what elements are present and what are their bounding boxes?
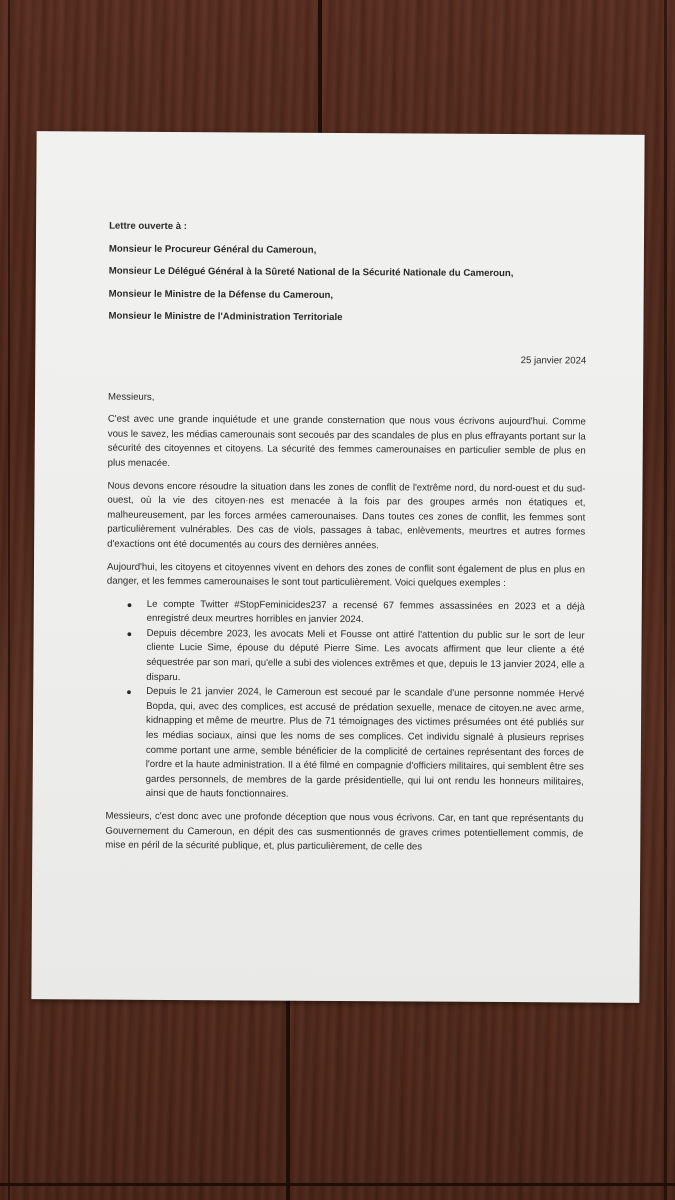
recipient-administration: Monsieur le Ministre de l'Administration Territoriale: [108, 310, 343, 324]
table-plank-edge-right: [664, 0, 667, 1200]
recipient-defense: Monsieur le Ministre de la Défense du Cameroun,: [108, 288, 334, 301]
bullet-icon: ●: [126, 686, 132, 697]
list-item: [126, 685, 585, 804]
table-plank-edge-left: [8, 0, 10, 1200]
paragraph-closing: Messieurs, c'est donc avec une profonde déception que nous vous écrivons. Car, en tant que représentants du Gouvernement du Cameroun, en dépit des cas susmentionnés de graves crimes potentiellement commis, de mise en péril de la sécurité publique, et, plus particulièrement, de celle des: [105, 810, 584, 853]
paragraph-conflict-zones: Nous devons encore résoudre la situation dans les zones de conflit de l'extrême nord, du nord-ouest et du sud-ouest, où la vie des citoyen·nes est menacée à la fois par des groupes armés non étatiques et, malheureusement, par les forces armées camerounaises. Dans toutes ces zones de conflit, les femmes sont particulièrement vulnérables. Des cas de viols, passages à tabac, enlèvements, meurtres et autres formes d'exactions ont été documentés au cours des dernières années.: [107, 480, 586, 552]
letter-content: [105, 220, 587, 865]
recipient-delegue: Monsieur Le Délégué Général à la Sûreté National de la Sécurité Nationale du Cameroun,: [108, 265, 514, 280]
paragraph-intro: C'est avec une grande inquiétude et une grande consternation que nous vous écrivons aujourd'hui. Comme vous le savez, les médias camerounais sont secoués par des scandales de plus en plus effrayants portant sur la sécurité des citoyennes et citoyens. La sécurité des femmes camerounaises en particulier semble de plus en plus menacée.: [107, 413, 586, 469]
salutation: Messieurs,: [108, 391, 155, 403]
examples-list: [106, 597, 585, 804]
table-plank-seam-top: [318, 0, 322, 140]
letter-heading: Lettre ouverte à :: [109, 220, 187, 233]
example-text: Depuis décembre 2023, les avocats Meli et Fousse ont attiré l'attention du public sur le sort de leur cliente Lucie Sime, épouse du député Pierre Sime. Les avocats affirment que leur cliente a été séquestrée par son mari, qu'elle a subi des violences extrêmes et que, depuis le 13 janvier 2024, elle a disparu.: [146, 627, 585, 683]
list-item: [126, 627, 585, 688]
table-plank-seam-horizontal: [0, 1183, 675, 1186]
recipient-procureur: Monsieur le Procureur Général du Cameroun,: [108, 243, 317, 256]
table-plank-seam-bottom: [286, 995, 290, 1200]
bullet-icon: ●: [126, 599, 133, 610]
example-text: Depuis le 21 janvier 2024, le Cameroun est secoué par le scandale d'une personne nommée Hervé Bopda, qui, avec des complices, est accusé de prédation sexuelle, menace de citoyen.ne avec arme, kidnapping et même de meurtre. Plus de 71 témoignages des victimes présumées ont été publiés sur les médias sociaux, ainsi que les noms de ses complices. Cet individu signalé à plusieurs reprises comme portant une arme, semble bénéficier de la complicité de certaines représentant des forces de l'ordre et la haute administration. Il a été filmé en compagnie d'officiers militaires, qui semblent être ses gardes personnels, de membres de la garde présidentielle, qui lui ont rendu les honneurs militaires, ainsi que de hauts fonctionnaires.: [145, 686, 585, 801]
paragraph-examples-intro: Aujourd'hui, les citoyens et citoyennes vivent en dehors des zones de conflit sont également de plus en plus en danger, et les femmes camerounaises le sont tout particulièrement. Voici quelques exemples :: [106, 561, 586, 590]
list-item: [126, 598, 585, 630]
bullet-icon: ●: [126, 628, 133, 639]
example-text: Le compte Twitter #StopFeminicides237 a recensé 67 femmes assassinées en 2023 et a déjà enregistré deux meurtres horribles en janvier 2024.: [146, 598, 585, 626]
letter-date: 25 janvier 2024: [520, 355, 587, 367]
letter-sheet: [31, 131, 644, 1003]
